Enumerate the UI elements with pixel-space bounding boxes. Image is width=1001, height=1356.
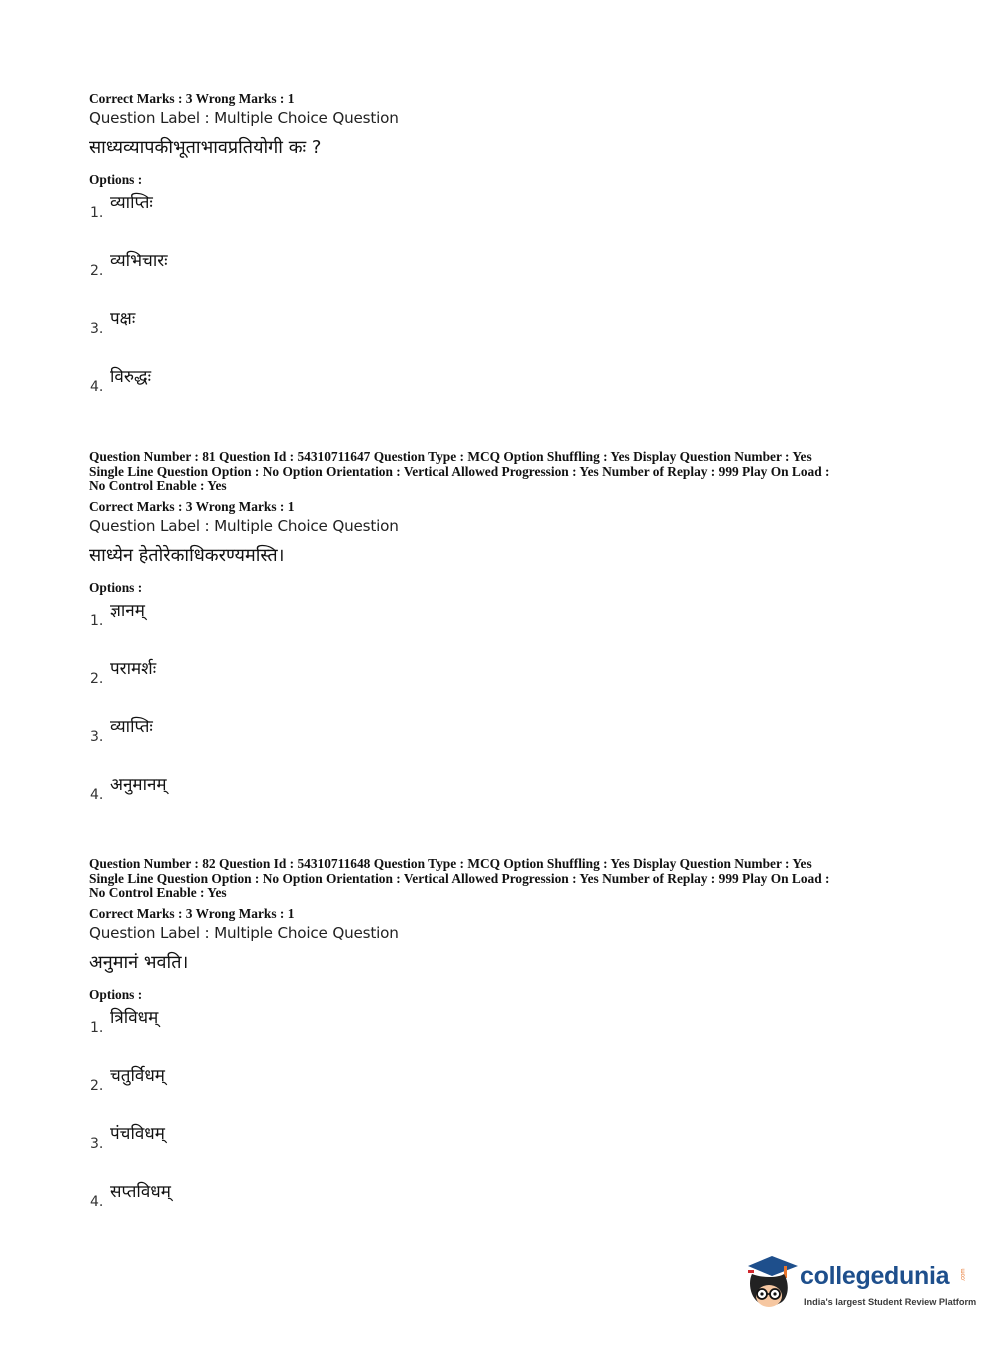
question-label: Question Label : Multiple Choice Question [89, 923, 399, 942]
question-81 [89, 450, 919, 828]
question-meta-line-1: Question Number : 81 Question Id : 54310711647 Question Type : MCQ Option Shuffling : Yes Display Question Number : Yes [89, 449, 812, 464]
option-1[interactable] [89, 188, 919, 246]
option-3[interactable] [89, 712, 919, 770]
question-text: अनुमानं भवति। [89, 951, 189, 973]
logo-wordmark: collegedunia [800, 1262, 950, 1290]
option-number: 3. [90, 728, 104, 745]
option-number: 1. [90, 1019, 104, 1036]
logo-tagline: India's largest Student Review Platform [804, 1297, 977, 1307]
option-text: अनुमानम् [110, 774, 167, 795]
option-3[interactable] [89, 304, 919, 362]
option-text: पक्षः [110, 309, 136, 329]
option-text: विरुद्धः [110, 367, 152, 387]
option-1[interactable] [89, 596, 919, 654]
question-text: साध्यव्यापकीभूताभावप्रतियोगी कः ? [89, 137, 322, 158]
marks-line: Correct Marks : 3 Wrong Marks : 1 [89, 498, 295, 514]
options-heading: Options : [89, 986, 143, 1002]
option-number: 2. [90, 263, 104, 279]
option-4[interactable] [89, 362, 919, 420]
options-heading: Options : [89, 579, 143, 595]
question-meta-line-1: Question Number : 82 Question Id : 54310711648 Question Type : MCQ Option Shuffling : Yes Display Question Number : Yes [89, 856, 812, 871]
logo-domain: .com [960, 1268, 967, 1282]
marks-line: Correct Marks : 3 Wrong Marks : 1 [89, 905, 295, 921]
option-number: 1. [90, 205, 104, 221]
option-2[interactable] [89, 1061, 919, 1119]
question-80 [89, 90, 919, 420]
option-text: ज्ञानम् [110, 600, 145, 621]
option-number: 1. [90, 612, 104, 629]
option-2[interactable] [89, 246, 919, 304]
question-meta-line-3: No Control Enable : Yes [89, 885, 227, 901]
option-3[interactable] [89, 1119, 919, 1177]
option-text: त्रिविधम् [110, 1007, 159, 1028]
option-number: 4. [90, 786, 104, 803]
question-82 [89, 857, 919, 1235]
option-text: चतुर्विधम् [110, 1065, 165, 1086]
option-number: 2. [90, 1077, 104, 1094]
question-label: Question Label : Multiple Choice Question [89, 109, 399, 127]
option-number: 3. [90, 321, 104, 337]
question-label: Question Label : Multiple Choice Question [89, 516, 399, 535]
question-meta-line-2: Single Line Question Option : No Option Orientation : Vertical Allowed Progression : Yes Number of Replay : 999 Play On Load : [89, 463, 830, 479]
option-number: 4. [90, 1193, 104, 1210]
question-meta-line-2: Single Line Question Option : No Option Orientation : Vertical Allowed Progression : Yes Number of Replay : 999 Play On Load : [89, 870, 830, 886]
option-4[interactable] [89, 1177, 919, 1235]
question-meta-line-3: No Control Enable : Yes [89, 478, 227, 494]
question-text: साध्येन हेतोरेकाधिकरण्यमस्ति। [89, 544, 285, 566]
option-number: 2. [90, 670, 104, 687]
option-text: व्याप्तिः [110, 193, 153, 213]
option-text: व्याप्तिः [110, 716, 153, 737]
option-text: व्यभिचारः [110, 251, 168, 271]
marks-line: Correct Marks : 3 Wrong Marks : 1 [89, 91, 295, 106]
option-4[interactable] [89, 770, 919, 828]
mascot-icon [742, 1252, 800, 1312]
option-number: 3. [90, 1135, 104, 1152]
option-text: सप्तविधम् [110, 1181, 171, 1202]
option-number: 4. [90, 379, 104, 395]
options-heading: Options : [89, 172, 143, 187]
option-1[interactable] [89, 1003, 919, 1061]
option-text: परामर्शः [110, 658, 157, 679]
option-text: पंचविधम् [110, 1123, 165, 1144]
option-2[interactable] [89, 654, 919, 712]
collegedunia-logo[interactable] [742, 1252, 977, 1312]
